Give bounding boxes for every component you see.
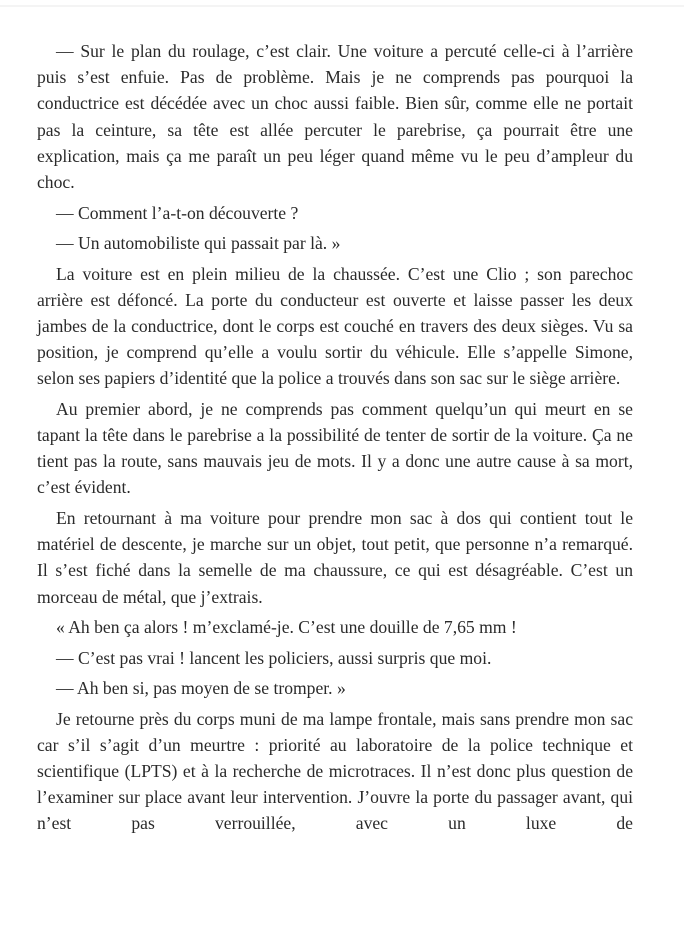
paragraph-return-to-body: Je retourne près du corps muni de ma lampe frontale, mais sans prendre mon sac car s’il s’agit d’un meurtre : priorité au laboratoire de la police technique et scientifique (LPTS) et à la recherche de microtraces. Il n’est donc plus question de l’examiner sur place avant leur intervention. J’ouvre la porte du passager avant, qui n’est pas verrouillée, avec un luxe de xyxy=(37,708,633,834)
paragraph-confirmation: — Ah ben si, pas moyen de se tromper. » xyxy=(56,678,346,699)
paragraph-police-reply: — C’est pas vrai ! lancent les policiers, aussi surpris que moi. xyxy=(56,647,492,668)
paragraph-metal-object: En retournant à ma voiture pour prendre mon sac à dos qui contient tout le matériel de descente, je marche sur un objet, tout petit, que personne n’a remarqué. Il s’est fiché dans la semelle de ma chaussure, ce qui est désagréable. C’est un morceau de métal, que j’extrais. xyxy=(37,507,633,607)
paragraph-dialogue-answer: — Un automobiliste qui passait par là. » xyxy=(56,233,341,254)
paragraph-dialogue-question: — Comment l’a-t-on découverte ? xyxy=(56,202,299,223)
paragraph-dialogue-roulage: — Sur le plan du roulage, c’est clair. Une voiture a percuté celle-ci à l’arrière puis s’est enfuie. Pas de problème. Mais je ne comprends pas pourquoi la conductrice est décédée avec un choc aussi faible. Bien sûr, comme elle ne portait pas la ceinture, sa tête est allée percuter le parebrise, ça pourrait être une explication, mais ça me paraît un peu léger quand même vu le peu d’ampleur du choc. xyxy=(37,41,633,193)
top-divider xyxy=(0,5,684,7)
book-page-text xyxy=(37,38,633,841)
paragraph-car-description: La voiture est en plein milieu de la chaussée. C’est une Clio ; son parechoc arrière est défoncé. La porte du conducteur est ouverte et laisse passer les deux jambes de la conductrice, dont le corps est couché en travers des deux sièges. Vu sa position, je comprend qu’elle a voulu sortir du véhicule. Elle s’appelle Simone, selon ses papiers d’identité que la police a trouvés dans son sac sur le siège arrière. xyxy=(37,263,633,389)
paragraph-first-impression: Au premier abord, je ne comprends pas comment quelqu’un qui meurt en se tapant la tête dans le parebrise a la possibilité de tenter de sortir de la voiture. Ça ne tient pas la route, sans mauvais jeu de mots. Il y a donc une autre cause à sa mort, c’est évident. xyxy=(37,398,633,498)
paragraph-exclamation: « Ah ben ça alors ! m’exclamé-je. C’est une douille de 7,65 mm ! xyxy=(56,617,517,638)
